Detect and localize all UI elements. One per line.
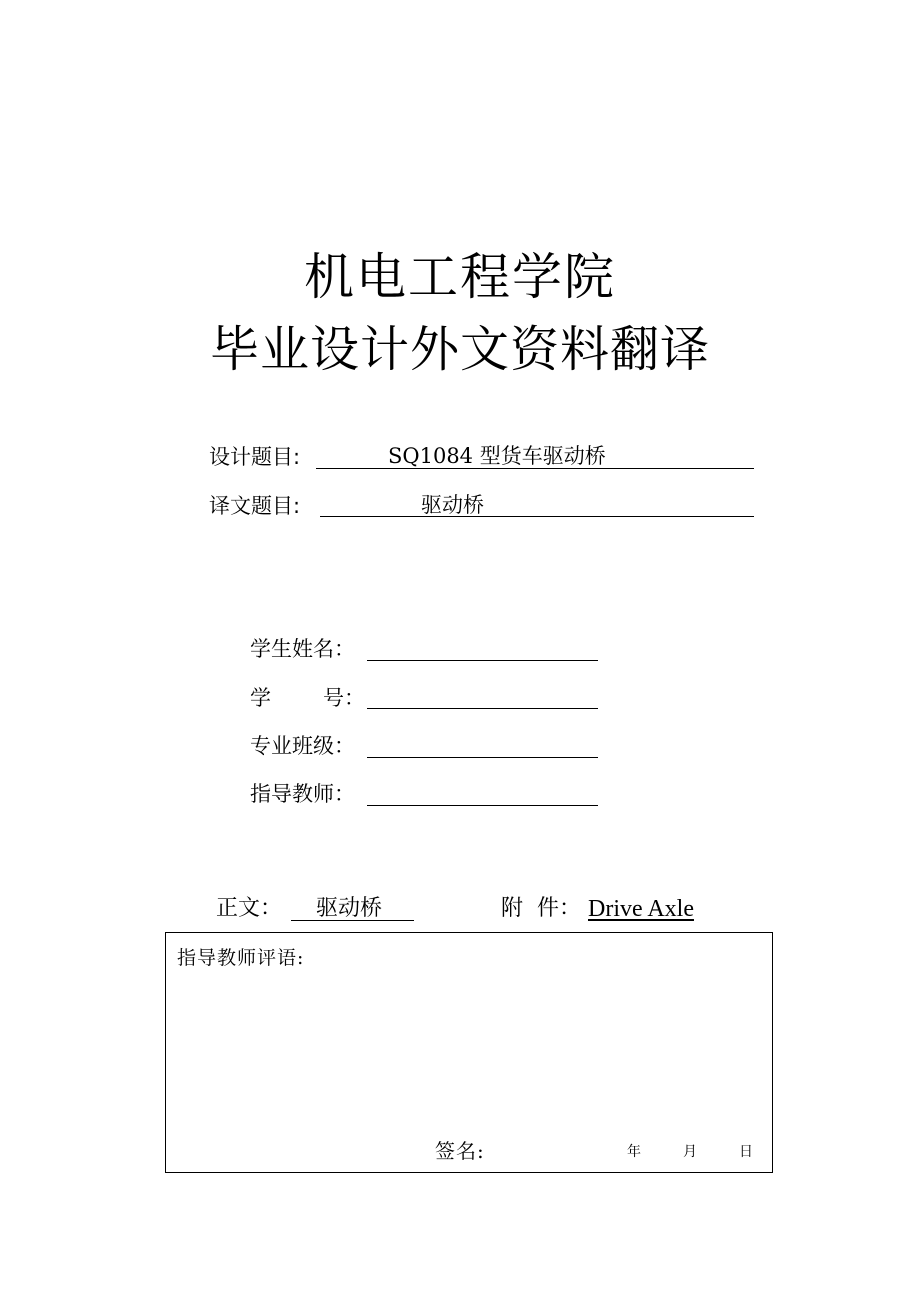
design-topic-underline xyxy=(316,468,754,469)
class-label: 专业班级： xyxy=(250,734,355,758)
class-line xyxy=(367,757,598,758)
translation-topic-value xyxy=(421,495,484,516)
document-title: 毕业设计外文资料翻译 xyxy=(209,321,710,378)
advisor-comments-box xyxy=(165,932,773,1173)
date-year-label: 年 xyxy=(627,1144,641,1160)
signature-label: 签名: xyxy=(435,1139,485,1163)
student-id-label-part2: 号： xyxy=(323,686,365,710)
main-text-value: 驱动桥 xyxy=(316,896,383,921)
date-month-label: 月 xyxy=(683,1144,697,1160)
advisor-label: 指导教师： xyxy=(250,782,355,806)
attachment-label: 附 件： xyxy=(501,896,581,921)
date-day-label: 日 xyxy=(739,1144,753,1160)
student-name-label: 学生姓名： xyxy=(250,637,355,661)
translation-topic-underline xyxy=(320,516,754,517)
design-topic-code: SQ1084 xyxy=(388,444,474,468)
translation-topic-text: 驱动桥 xyxy=(421,493,484,517)
advisor-line xyxy=(367,805,598,806)
translation-topic-label: 译文题目: xyxy=(209,494,301,518)
main-text-label: 正文： xyxy=(216,896,283,921)
student-id-line xyxy=(367,708,598,709)
student-name-line xyxy=(367,660,598,661)
design-topic-label: 设计题目: xyxy=(209,445,301,469)
student-id-label-part1: 学 xyxy=(250,686,271,710)
design-topic-text: 型货车驱动桥 xyxy=(479,444,606,468)
attachment-value: Drive Axle xyxy=(588,896,694,922)
design-topic-value xyxy=(388,446,606,467)
advisor-comments-title: 指导教师评语: xyxy=(177,947,305,969)
student-id-label xyxy=(250,688,365,709)
college-title: 机电工程学院 xyxy=(304,248,616,306)
